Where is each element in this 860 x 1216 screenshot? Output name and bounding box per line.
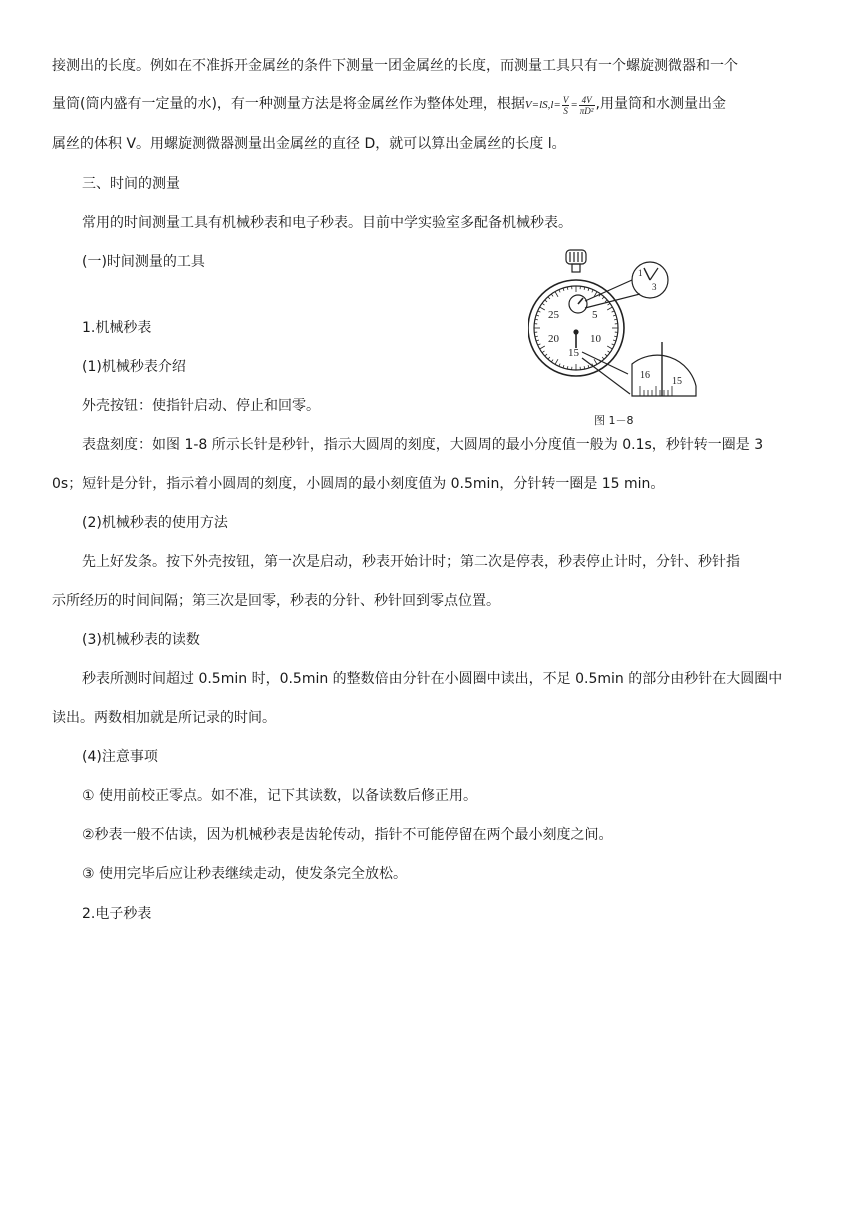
zoom-number: 15 <box>672 376 682 387</box>
paragraph-line: 0s；短针是分针，指示着小圆周的刻度，小圆周的最小刻度值为 0.5min，分针转一圈是 15 min。 <box>52 476 665 492</box>
paragraph-line: 接测出的长度。例如在不准拆开金属丝的条件下测量一团金属丝的长度，而测量工具只有一个螺旋测微器和一个 <box>52 58 738 74</box>
dial-tick <box>538 311 541 312</box>
small-dial-number: 3 <box>652 282 657 292</box>
paragraph-text: 量筒(筒内盛有一定量的水)，有一种测量方法是将金属丝作为整体处理，根据 <box>52 96 525 112</box>
paragraph-line: 表盘刻度：如图 1-8 所示长针是秒针，指示大圆周的刻度，大圆周的最小分度值一般为 0.1s，秒针转一圈是 3 <box>82 437 764 453</box>
paragraph-line: 读出。两数相加就是所记录的时间。 <box>52 710 276 726</box>
dial-tick <box>551 360 553 362</box>
dial-tick <box>542 351 544 353</box>
dial-tick <box>608 351 610 353</box>
paragraph-line: 秒表所测时间超过 0.5min 时，0.5min 的整数倍由分针在小圆圈中读出，不足 0.5min 的部分由秒针在大圆圈中 <box>82 671 783 687</box>
note-item: ① 使用前校正零点。如不准，记下其读数，以备读数后修正用。 <box>82 788 477 804</box>
dial-tick <box>559 290 560 293</box>
dial-tick <box>607 307 612 310</box>
dial-tick <box>588 288 589 291</box>
figure-caption: 图 1－8 <box>594 414 634 427</box>
dial-tick <box>545 300 547 302</box>
stopwatch-case <box>528 280 624 376</box>
dial-number: 25 <box>548 309 559 321</box>
dial-tick <box>607 346 612 349</box>
dial-tick <box>538 344 541 345</box>
dial-tick <box>608 303 610 305</box>
dial-tick <box>548 357 550 359</box>
item-subheading: (3)机械秒表的读数 <box>82 632 200 648</box>
dial-tick <box>545 354 547 356</box>
dial-tick <box>612 344 615 345</box>
note-item: ②秒表一般不估读，因为机械秒表是齿轮传动，指针不可能停留在两个最小刻度之间。 <box>82 827 613 843</box>
dial-tick <box>613 340 616 341</box>
dial-tick <box>536 340 539 341</box>
paragraph-line: 外壳按钮：使指针启动、停止和回零。 <box>82 398 320 414</box>
paragraph-text: ,用量筒和水测量出金 <box>595 96 726 112</box>
item-heading: 1.机械秒表 <box>82 320 152 336</box>
stopwatch-figure <box>528 246 700 402</box>
dial-tick <box>605 300 607 302</box>
dial-number: 15 <box>568 347 579 359</box>
dial-tick <box>559 364 560 367</box>
dial-tick <box>602 297 604 299</box>
dial-tick <box>555 359 558 364</box>
dial-tick <box>602 357 604 359</box>
dial-tick <box>548 297 550 299</box>
zoom-number: 16 <box>640 370 650 381</box>
dial-tick <box>563 288 564 291</box>
fraction-4v-over-pid2: $\frac{4V}{\text{πD²}}$ <box>579 94 594 116</box>
dial-tick <box>540 346 545 349</box>
item-heading: 2.电子秒表 <box>82 906 152 922</box>
dial-tick <box>588 365 589 368</box>
item-subheading: (2)机械秒表的使用方法 <box>82 515 228 531</box>
paragraph-line: 先上好发条。按下外壳按钮，第一次是启动，秒表开始计时；第二次是停表，秒表停止计时，分针、秒针指 <box>82 554 740 570</box>
dial-tick <box>536 315 539 316</box>
paragraph-line: 常用的时间测量工具有机械秒表和电子秒表。目前中学实验室多配备机械秒表。 <box>82 215 572 231</box>
crown-button <box>566 250 586 264</box>
dial-number: 5 <box>592 309 598 321</box>
dial-tick <box>551 294 553 296</box>
section-heading: 三、时间的测量 <box>82 176 180 192</box>
fraction-v-over-s: $\frac{V}{S}$ <box>562 94 569 116</box>
dial-tick <box>542 303 544 305</box>
dial-tick <box>540 307 545 310</box>
dial-tick <box>594 359 597 364</box>
paragraph-line: 属丝的体积 V。用螺旋测微器测量出金属丝的直径 D，就可以算出金属丝的长度 l。 <box>52 136 566 152</box>
subsection-heading: (一)时间测量的工具 <box>82 254 205 270</box>
item-subheading: (4)注意事项 <box>82 749 158 765</box>
dial-tick <box>605 354 607 356</box>
dial-number: 10 <box>590 333 601 345</box>
dial-tick <box>563 365 564 368</box>
note-item: ③ 使用完毕后应让秒表继续走动，使发条完全放松。 <box>82 866 407 882</box>
dial-tick <box>612 311 615 312</box>
small-dial-number: 1 <box>638 268 643 278</box>
paragraph-line-with-formula <box>52 94 726 116</box>
dial-tick <box>555 292 558 297</box>
formula: V=lS,l= $\frac{V}{S}$ = $\frac{4V}{\text{πD²}}$ <box>524 94 594 116</box>
dial-tick <box>592 290 593 293</box>
dial-number: 20 <box>548 333 559 345</box>
dial-tick <box>613 315 616 316</box>
item-subheading: (1)机械秒表介绍 <box>82 359 186 375</box>
paragraph-line: 示所经历的时间间隔；第三次是回零，秒表的分针、秒针回到零点位置。 <box>52 593 500 609</box>
